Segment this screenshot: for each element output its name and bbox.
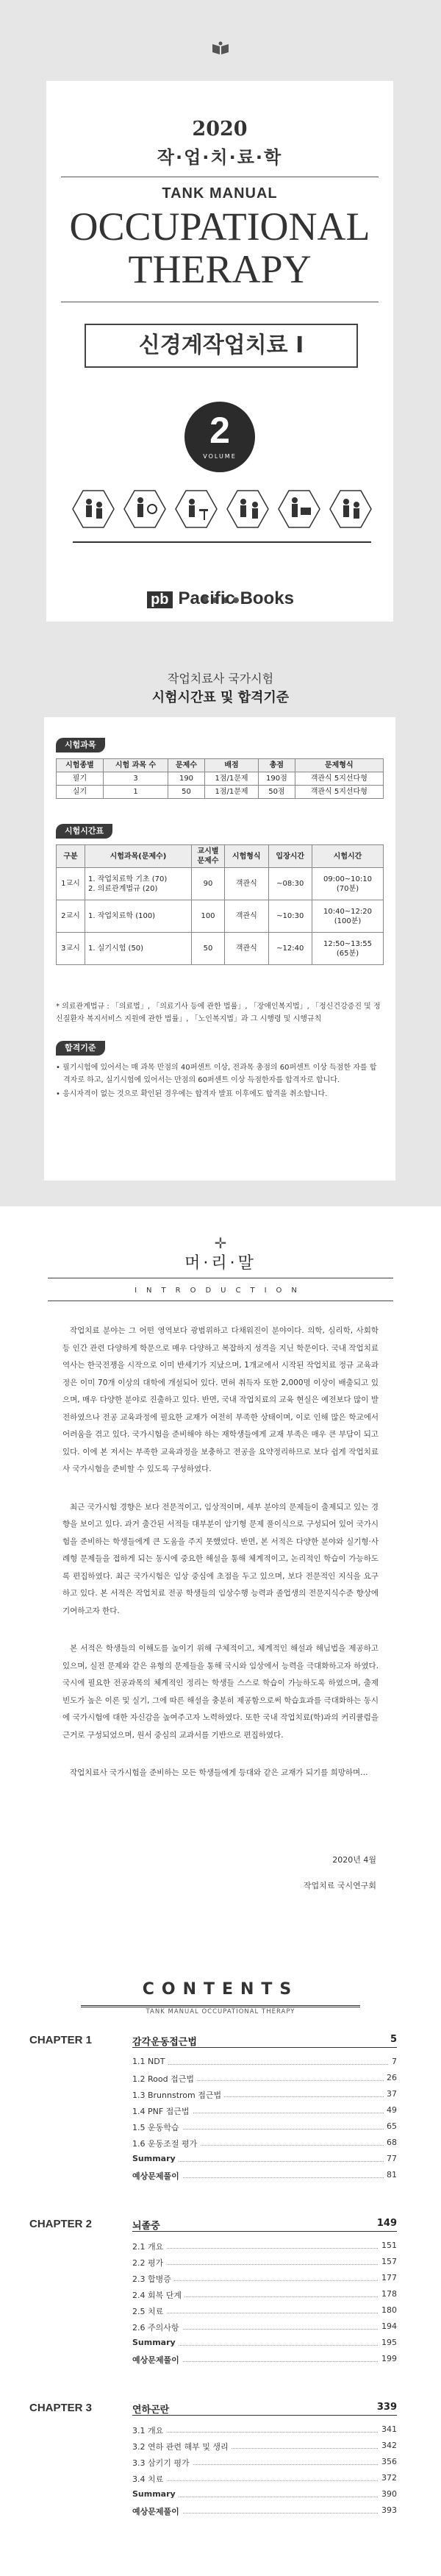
table-cell: 90 [192,868,225,900]
toc-entry-page: 157 [379,2257,397,2266]
toc-entry-page: 65 [384,2121,397,2131]
section-heading-subjects: 시험과목 [56,738,105,752]
list-item: • 필기시험에 있어서는 매 과목 만점의 40퍼센트 이상, 전과목 총점의 60퍼센트 이상 득점한 자를 합격자로 하고, 실기시험에 있어서는 만점의 60퍼센트 이상 득점한자를 합격자로 합니다. [56,1064,377,1084]
table-cell: 1교시 [57,868,85,900]
toc-entry[interactable] [132,2054,397,2069]
cover-card [46,81,393,622]
table-header: 시험형식 [225,845,269,868]
chapter-heading[interactable] [132,2218,397,2232]
toc-entry[interactable] [132,2071,397,2085]
table-header: 시험 과목 수 [103,759,168,772]
table-header: 시험시간 [312,845,384,868]
table-cell: 50 [168,786,205,799]
cover-title-line1: OCCUPATIONAL [69,204,370,249]
toc-entry[interactable] [132,2335,397,2350]
toc-entry-name: 3.2 연하 관련 해부 및 생리 [132,2441,232,2452]
table-cell: 1점/1문제 [204,786,258,799]
table-cell: 50 [192,933,225,965]
exam-info-page [0,647,441,1206]
publisher-name: Pacific Books [178,588,294,608]
table-header: 문제형식 [295,759,383,772]
criteria-text: 응시자격이 없는 것으로 확인된 경우에는 합격자 발표 이후에도 합격을 취소합니다. [62,1090,328,1098]
table-cell: ~12:40 [268,933,312,965]
table-cell: 객관식 [225,933,269,965]
book-cover [0,0,441,647]
table-header: 구분 [57,845,85,868]
toc-entry-page: 81 [384,2170,397,2180]
toc-entry-name: 2.4 회복 단계 [132,2289,184,2301]
book-logo-icon [0,41,441,60]
toc-entry[interactable] [132,2087,397,2102]
table-cell: 필기 [57,772,104,786]
intro-subtitle: INTRODUCTION [135,1287,306,1295]
toc-entry-name: 2.3 합병증 [132,2273,174,2285]
table-cell: 3 [103,772,168,786]
publisher [0,588,441,609]
toc-entry-name: 2.6 주의사항 [132,2321,182,2333]
toc-entry[interactable] [132,2455,397,2469]
criteria-list [56,1061,384,1102]
toc-entry[interactable] [132,2422,397,2437]
list-item: • 응시자격이 없는 것으로 확인된 경우에는 합격자 발표 이후에도 합격을 취소합니다. [56,1090,328,1098]
toc-entry[interactable] [132,2103,397,2118]
toc-entry[interactable] [132,2168,397,2182]
volume-label: VOLUME [203,453,237,460]
chapter-name: 감각운동접근법 [132,2037,197,2048]
toc-entry-page: 68 [384,2138,397,2147]
chapter-block [29,2034,397,2210]
section-heading-schedule: 시험시간표 [56,824,112,839]
toc-entry-name: 1.2 Rood 접근법 [132,2073,197,2085]
toc-entry-page: 194 [379,2321,397,2331]
intro-signature: 작업치료 국시연구회 [303,1881,376,1890]
cover-year: 2020 [192,118,248,140]
toc-entry-page: 195 [379,2338,397,2347]
cover-book-title: 신경계작업치료 I [85,324,358,368]
chapter-page: 149 [376,2218,397,2229]
intro-body [62,1323,379,1803]
toc-entry-page: 151 [379,2241,397,2250]
table-cell: ~08:30 [268,868,312,900]
table-row [57,868,384,900]
chapter-heading[interactable] [132,2034,397,2048]
schedule-table [56,844,384,965]
toc-entry-page: 180 [379,2305,397,2315]
exam-kicker: 작업치료사 국가시험 [167,672,274,686]
toc-entry[interactable] [132,2503,397,2518]
table-cell: 09:00~10:10 (70분) [312,868,384,900]
toc-entry-page: 199 [379,2354,397,2363]
table-cell: 10:40~12:20 (100분) [312,900,384,933]
table-cell: 객관식 5지선다형 [295,772,383,786]
toc-entry-page: 393 [379,2505,397,2515]
table-row [57,900,384,933]
toc-entry[interactable] [132,2352,397,2366]
divider [81,2005,360,2007]
therapy-illustrations-icon [61,487,379,553]
volume-number: 2 [209,410,230,451]
table-cell: 1. 작업치료학 (100) [85,900,192,933]
toc-entry-page: 342 [379,2441,397,2450]
table-header: 입장시간 [268,845,312,868]
introduction-page [0,1206,441,1971]
table-cell: 50점 [259,786,295,799]
chapter-block [29,2218,397,2394]
table-cell: 3교시 [57,933,85,965]
toc-entry[interactable] [132,2271,397,2285]
volume-badge [184,402,255,472]
paragraph: 본 서적은 학생들의 이해도를 높이기 위해 구체적이고, 체계적인 해설과 해님법을 제공하고 있으며, 실전 문제와 같은 유형의 문제들을 통해 국시와 임상에서 능력을 극대화하고자 하였다. 국시에 필요한 전공과목의 체계적인 정리는 학생들 스스로 학습이 가능하도록 하였으며, 출제 빈도가 높은 이론 및 실기, 그에 따른 해설을 충분히 제공함으로써 학습효과를 극대화하는 동시에 국가시험에 대한 자신감을 높여주고자 노력하였다. 또한 국내 작업치료(학)과의 커리큘럼을 근거로 구성되었으며, 원서 중심의 교과서를 기반으로 편집하였다. [62,1644,379,1740]
toc-entry-name: 3.1 개요 [132,2424,166,2436]
toc-entry-name: 1.3 Brunnstrom 접근법 [132,2089,224,2101]
toc-entry-page: 77 [384,2154,397,2163]
chapter-block [29,2402,397,2549]
toc-entry-page: 341 [379,2424,397,2434]
table-cell: 1점/1문제 [204,772,258,786]
toc-entry-page: 26 [384,2073,397,2082]
intro-title: 머·리·말 [184,1254,257,1273]
publisher-logo-icon: pb [147,591,172,608]
toc-entry-name: Summary [132,2154,179,2163]
toc-entry[interactable] [132,2135,397,2150]
table-cell: 190 [168,772,205,786]
exam-title: 시험시간표 및 합격기준 [151,690,290,705]
ornament-icon: ✛ [214,1234,227,1252]
table-cell: 객관식 5지선다형 [295,786,383,799]
toc-entry-page: 37 [384,2089,397,2099]
toc-entry-page: 372 [379,2473,397,2483]
table-header: 문제수 [168,759,205,772]
toc-entry-name: 1.5 운동학습 [132,2121,182,2133]
toc-entry[interactable] [132,2287,397,2302]
toc-entry-name: 1.4 PNF 접근법 [132,2105,193,2117]
chapter-label: CHAPTER 2 [29,2218,93,2230]
contents-page [0,1971,441,2576]
toc-entry-name: 2.2 평가 [132,2257,166,2269]
paragraph: 최근 국가시험 경향은 보다 전문적이고, 임상적이며, 세부 분야의 문제들이 출제되고 있는 경향을 보이고 있다. 과거 출간된 서적들 대부분이 암기형 문제 풀이식으로 구성되어 있어 국가시험을 준비하는 학생들에게 큰 도움을 주지 못했었다. 반면, 본 서적은 다양한 분야와 실기형·사례형 문제들을 접하게 되는 동시에 중요한 해설을 통해 체계적이고, 논리적인 학습이 가능하도록 편집하였다. 최근 국가시험은 임상 중심에 초점을 두고 있으며, 보다 전문적인 지식을 요구하고 있다. 본 서적은 작업치료 전공 학생들의 임상수행 능력과 졸업생의 전문지식수준 향상에 기여하고자 한다. [62,1502,379,1615]
paragraph: 작업치료 분야는 그 어떤 영역보다 광범위하고 다채워진이 분야이다. 의학, 심리학, 사회학 등 인간 관련 다양하게 학문으로 매우 다양하고 복잡하지 성격을 지닌 학문이다. 국내 작업치료 역사는 한국전쟁을 시작으로 이미 반세기가 지났으며, 1개교에서 시작된 작업치료 정규 교육과정은 이미 70개 이상의 대학에 개설되어 있다. 면허 취득자 또한 2,000명 이상이 배출되고 있으며, 매우 다양한 분야로 진출하고 있다. 반면, 국내 작업치료의 교육 현실은 예전보다 많이 발전하였으나 전공 교육과정에 필요한 교재가 여전히 부족한 상태이며, 이로 인해 많은 학교에서 어려움을 겪고 있다. 국가시험을 준비해야 하는 재학생들에게 교재 부족은 매우 큰 부담이 되고 있다. 이에 본 저서는 부족한 교육과정을 보충하고 전공을 요약정리하므로 보다 쉽게 작업치료사 국가시험을 준비할 수 있도록 구성하였다. [62,1326,379,1473]
chapter-label: CHAPTER 1 [29,2034,93,2046]
table-cell: ~10:30 [268,900,312,933]
toc-entry-page: 390 [379,2489,397,2499]
toc-entry-page: 356 [379,2457,397,2466]
criteria-text: 필기시험에 있어서는 매 과목 만점의 40퍼센트 이상, 전과목 총점의 60퍼센트 이상 득점한 자를 합격자로 하고, 실기시험에 있어서는 만점의 60퍼센트 이상 득점한자를 합격자로 합니다. [62,1064,377,1084]
table-header: 시험종별 [57,759,104,772]
toc-entry-name: 예상문제풀이 [132,2505,182,2517]
table-cell: 1. 실기시험 (50) [85,933,192,965]
toc-entry[interactable] [132,2255,397,2269]
table-row [57,933,384,965]
footnote: * 의료관계법규 : 「의료법」, 「의료기사 등에 관한 법률」, 「장애인복지법」, 「정신건강증진 및 정신질환자 복지서비스 지원에 관한 법률」, 「노인복지법」과 그 시행령 및 시행규칙 [56,1003,381,1023]
table-cell: 1. 작업치료학 기초 (70) 2. 의료관계법규 (20) [85,868,192,900]
table-row [57,786,384,799]
toc-entry-name: 3.4 치료 [132,2473,166,2485]
table-cell: 객관식 [225,900,269,933]
toc-entry-page: 177 [379,2273,397,2283]
table-header: 총점 [259,759,295,772]
toc-entry-name: 1.6 운동조절 평가 [132,2138,200,2149]
toc-entry[interactable] [132,2487,397,2502]
contents-title: CONTENTS [142,1980,299,1999]
toc-entry-name: 예상문제풀이 [132,2170,182,2182]
toc-entry-name: Summary [132,2489,179,2499]
toc-entry[interactable] [132,2152,397,2166]
chapter-label: CHAPTER 3 [29,2402,93,2414]
contents-subtitle: TANK MANUAL OCCUPATIONAL THERAPY [146,2008,295,2015]
cover-subject: 작·업·치·료·학 [157,147,283,168]
chapter-name: 뇌졸중 [132,2221,160,2232]
paragraph: 작업치료사 국가시험을 준비하는 모든 학생들에게 등대와 같은 교재가 되기를 희망하며… [70,1768,368,1777]
chapter-heading[interactable] [132,2402,397,2416]
toc-entry[interactable] [132,2319,397,2334]
table-cell: 실기 [57,786,104,799]
chapter-page: 339 [376,2402,397,2413]
table-cell: 100 [192,900,225,933]
toc-entry-name: Summary [132,2338,179,2347]
toc-entry[interactable] [132,2119,397,2134]
table-header: 교시별 문제수 [192,845,225,868]
table-cell: 12:50~13:55 (65분) [312,933,384,965]
toc-entry[interactable] [132,2471,397,2486]
exam-card [44,717,395,1181]
table-cell: 1 [103,786,168,799]
table-header: 배점 [204,759,258,772]
cover-title-line2: THERAPY [128,247,312,291]
table-header-row [57,845,384,868]
table-cell: 190점 [259,772,295,786]
table-header: 시험과목(문제수) [85,845,192,868]
cover-series: TANK MANUAL [162,185,278,202]
toc-entry-page: 178 [379,2289,397,2299]
toc-entry-name: 3.3 삼키기 평가 [132,2457,193,2469]
table-cell: 2교시 [57,900,85,933]
subjects-table [56,758,384,799]
toc-entry-name: 2.1 개요 [132,2241,166,2252]
toc-entry-page: 49 [384,2105,397,2115]
toc-entry[interactable] [132,2438,397,2453]
toc-entry-name: 2.5 치료 [132,2305,166,2317]
toc-entry[interactable] [132,2238,397,2253]
section-heading-criteria: 합격기준 [56,1041,105,1056]
intro-date: 2020년 4월 [332,1855,376,1865]
chapter-name: 연하곤란 [132,2405,170,2416]
toc-entry-page: 7 [389,2057,397,2066]
table-row [57,772,384,786]
toc-entry-name: 예상문제풀이 [132,2354,182,2366]
toc-entry-name: 1.1 NDT [132,2057,168,2066]
chapter-page: 5 [390,2034,397,2045]
toc-entry[interactable] [132,2303,397,2318]
table-cell: 객관식 [225,868,269,900]
table-header-row [57,759,384,772]
